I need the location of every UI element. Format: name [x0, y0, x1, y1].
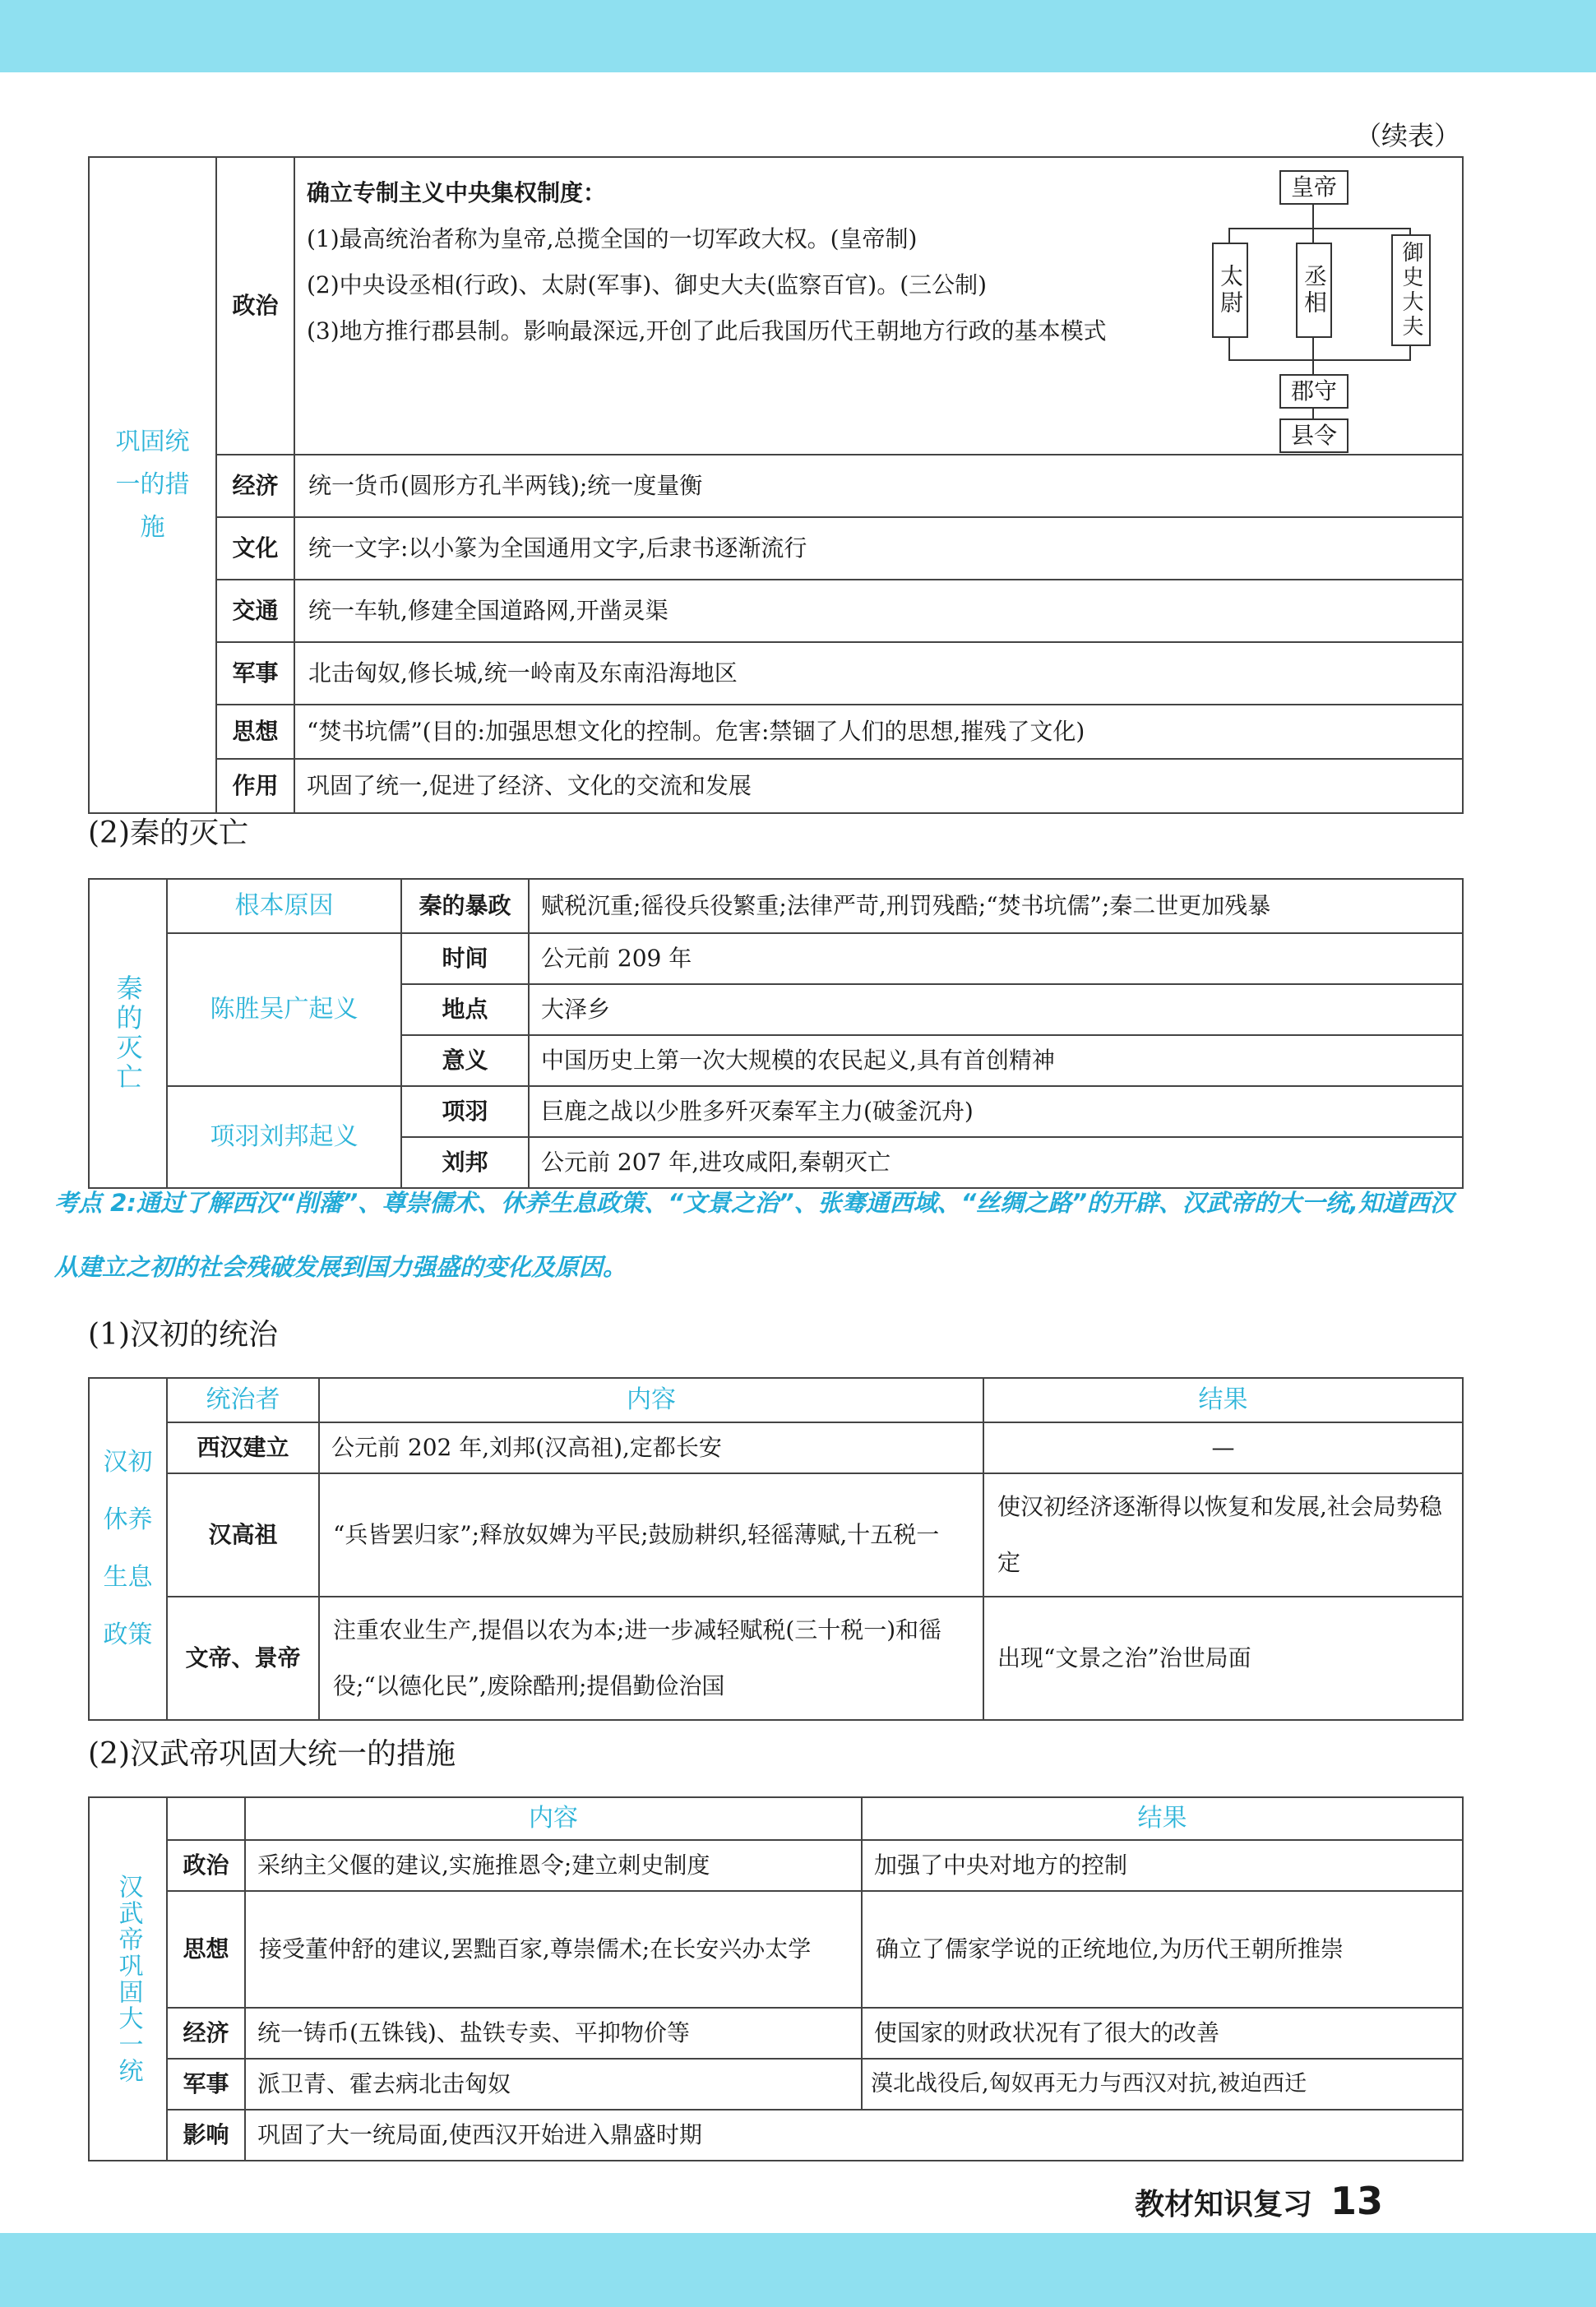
group-label: 汉武帝巩固大一统: [89, 1797, 167, 2161]
root-cause-content: 赋税沉重;徭役兵役繁重;法律严苛,刑罚残酷;“焚书坑儒”;秦二世更加残暴: [529, 879, 1463, 933]
content-cell: 注重农业生产,提倡以农为本;进一步减轻赋税(三十税一)和徭役;“以德化民”,废除酷刑;提倡勤俭治国: [319, 1597, 983, 1720]
ruler-cell: 西汉建立: [167, 1422, 319, 1473]
table-row: [89, 2110, 1463, 2161]
top-band: [0, 0, 1596, 72]
result-cell: 加强了中央对地方的控制: [862, 1840, 1463, 1891]
table-row: [89, 642, 1463, 705]
root-cause-label: 根本原因: [167, 879, 401, 933]
result-cell: 确立了儒家学说的正统地位,为历代王朝所推崇: [862, 1891, 1463, 2008]
qin-fall-table: [88, 878, 1464, 1189]
row-key: 刘邦: [401, 1137, 529, 1188]
result-cell: —: [983, 1422, 1463, 1473]
row-content: 统一车轨,修建全国道路网,开凿灵渠: [294, 580, 1463, 642]
table-row: [89, 1840, 1463, 1891]
content-cell: 巩固了大一统局面,使西汉开始进入鼎盛时期: [245, 2110, 1463, 2161]
header-empty: [167, 1797, 245, 1840]
taiwei-box: 太尉: [1212, 243, 1248, 338]
header-content: 内容: [245, 1797, 862, 1840]
bottom-band: [0, 2233, 1596, 2307]
politics-heading: 确立专制主义中央集权制度：: [307, 179, 607, 206]
section-caption-wudi: (2)汉武帝巩固大统一的措施: [88, 1737, 456, 1771]
row-label: 经济: [167, 2008, 245, 2059]
row-label-politics: 政治: [216, 157, 294, 455]
table-row: [89, 1891, 1463, 2008]
row-label: 经济: [216, 455, 294, 517]
row-label: 思想: [167, 1891, 245, 2008]
row-label: 思想: [216, 705, 294, 759]
politics-line-1: (1)最高统治者称为皇帝,总揽全国的一切军政大权。(皇帝制): [307, 225, 918, 252]
content-cell: 统一铸币(五铢钱)、盐铁专卖、平抑物价等: [245, 2008, 862, 2059]
table-row: [89, 2059, 1463, 2110]
table-row: [89, 1422, 1463, 1473]
table-row: [89, 1473, 1463, 1597]
chengxiang-box: 丞相: [1296, 243, 1332, 338]
wudi-measures-table: [88, 1796, 1464, 2161]
politics-cell: [294, 157, 1463, 455]
header-result: 结果: [862, 1797, 1463, 1840]
ruler-cell: 文帝、景帝: [167, 1597, 319, 1720]
row-content: 公元前 207 年,进攻咸阳,秦朝灭亡: [529, 1137, 1463, 1188]
row-label: 文化: [216, 517, 294, 580]
row-label: 军事: [167, 2059, 245, 2110]
continued-note: （续表）: [1354, 120, 1460, 151]
table-row: [89, 455, 1463, 517]
row-content: 大泽乡: [529, 984, 1463, 1035]
content-cell: 接受董仲舒的建议,罢黜百家,尊崇儒术;在长安兴办太学: [245, 1891, 862, 2008]
junshou-box: 郡守: [1279, 374, 1349, 409]
politics-line-2: (2)中央设丞相(行政)、太尉(军事)、御史大夫(监察百官)。(三公制): [307, 271, 988, 298]
header-content: 内容: [319, 1378, 983, 1422]
politics-text: [307, 170, 1203, 442]
emperor-box: 皇帝: [1279, 170, 1349, 205]
row-content: 公元前 209 年: [529, 933, 1463, 984]
row-label: 交通: [216, 580, 294, 642]
row-label: 作用: [216, 759, 294, 813]
content-cell: “兵皆罢归家”;释放奴婢为平民;鼓励耕织,轻徭薄赋,十五税一: [319, 1473, 983, 1597]
root-cause-key: 秦的暴政: [401, 879, 529, 933]
row-content: 中国历史上第一次大规模的农民起义,具有首创精神: [529, 1035, 1463, 1086]
ruler-cell: 汉高祖: [167, 1473, 319, 1597]
content-cell: 公元前 202 年,刘邦(汉高祖),定都长安: [319, 1422, 983, 1473]
page-number: 13: [1330, 2179, 1384, 2223]
group-label: 秦的灭亡: [89, 879, 167, 1188]
page-footer: [1135, 2179, 1383, 2223]
group-label: 巩固统一的措施: [89, 157, 216, 813]
table-row: [89, 705, 1463, 759]
result-cell: 使国家的财政状况有了很大的改善: [862, 2008, 1463, 2059]
row-content: “焚书坑儒”(目的:加强思想文化的控制。危害:禁锢了人们的思想,摧残了文化): [294, 705, 1463, 759]
footer-label: 教材知识复习: [1135, 2188, 1313, 2221]
content-cell: 采纳主父偃的建议,实施推恩令;建立刺史制度: [245, 1840, 862, 1891]
row-label: 军事: [216, 642, 294, 705]
row-content: 巨鹿之战以少胜多歼灭秦军主力(破釜沉舟): [529, 1086, 1463, 1137]
group-label: 汉初休养生息政策: [89, 1378, 167, 1720]
row-content: 巩固了统一,促进了经济、文化的交流和发展: [294, 759, 1463, 813]
result-cell: 使汉初经济逐渐得以恢复和发展,社会局势稳定: [983, 1473, 1463, 1597]
exam-point-2: 考点 2:通过了解西汉“削藩”、尊崇儒术、休养生息政策、“文景之治”、张骞通西域、“丝绸之路”的开辟、汉武帝的大一统,知道西汉从建立之初的社会残破发展到国力强盛的变化及原因。: [54, 1189, 1454, 1281]
xiang-liu-uprising-label: 项羽刘邦起义: [167, 1086, 401, 1188]
content-cell: 派卫青、霍去病北击匈奴: [245, 2059, 862, 2110]
row-key: 项羽: [401, 1086, 529, 1137]
row-content: 统一文字:以小篆为全国通用文字,后隶书逐渐流行: [294, 517, 1463, 580]
row-key: 意义: [401, 1035, 529, 1086]
table-row: [89, 580, 1463, 642]
row-key: 地点: [401, 984, 529, 1035]
section-caption-qin-fall: (2)秦的灭亡: [88, 816, 248, 850]
yushi-box: 御史大夫: [1391, 234, 1431, 346]
table-row: [89, 759, 1463, 813]
row-key: 时间: [401, 933, 529, 984]
qin-government-diagram: [1204, 170, 1450, 449]
chen-uprising-label: 陈胜吴广起义: [167, 933, 401, 1086]
early-han-table: [88, 1377, 1464, 1721]
table-row: [89, 2008, 1463, 2059]
header-result: 结果: [983, 1378, 1463, 1422]
row-content: 统一货币(圆形方孔半两钱);统一度量衡: [294, 455, 1463, 517]
row-content: 北击匈奴,修长城,统一岭南及东南沿海地区: [294, 642, 1463, 705]
row-label: 影响: [167, 2110, 245, 2161]
table-row: [89, 517, 1463, 580]
section-caption-early-han: (1)汉初的统治: [88, 1318, 278, 1352]
result-cell: 漠北战役后,匈奴再无力与西汉对抗,被迫西迁: [862, 2059, 1463, 2110]
politics-line-3: (3)地方推行郡县制。影响最深远,开创了此后我国历代王朝地方行政的基本模式: [307, 317, 1107, 344]
unification-measures-table: [88, 156, 1464, 814]
xianling-box: 县令: [1279, 418, 1349, 453]
table-row: [89, 1597, 1463, 1720]
row-label: 政治: [167, 1840, 245, 1891]
header-ruler: 统治者: [167, 1378, 319, 1422]
result-cell: 出现“文景之治”治世局面: [983, 1597, 1463, 1720]
